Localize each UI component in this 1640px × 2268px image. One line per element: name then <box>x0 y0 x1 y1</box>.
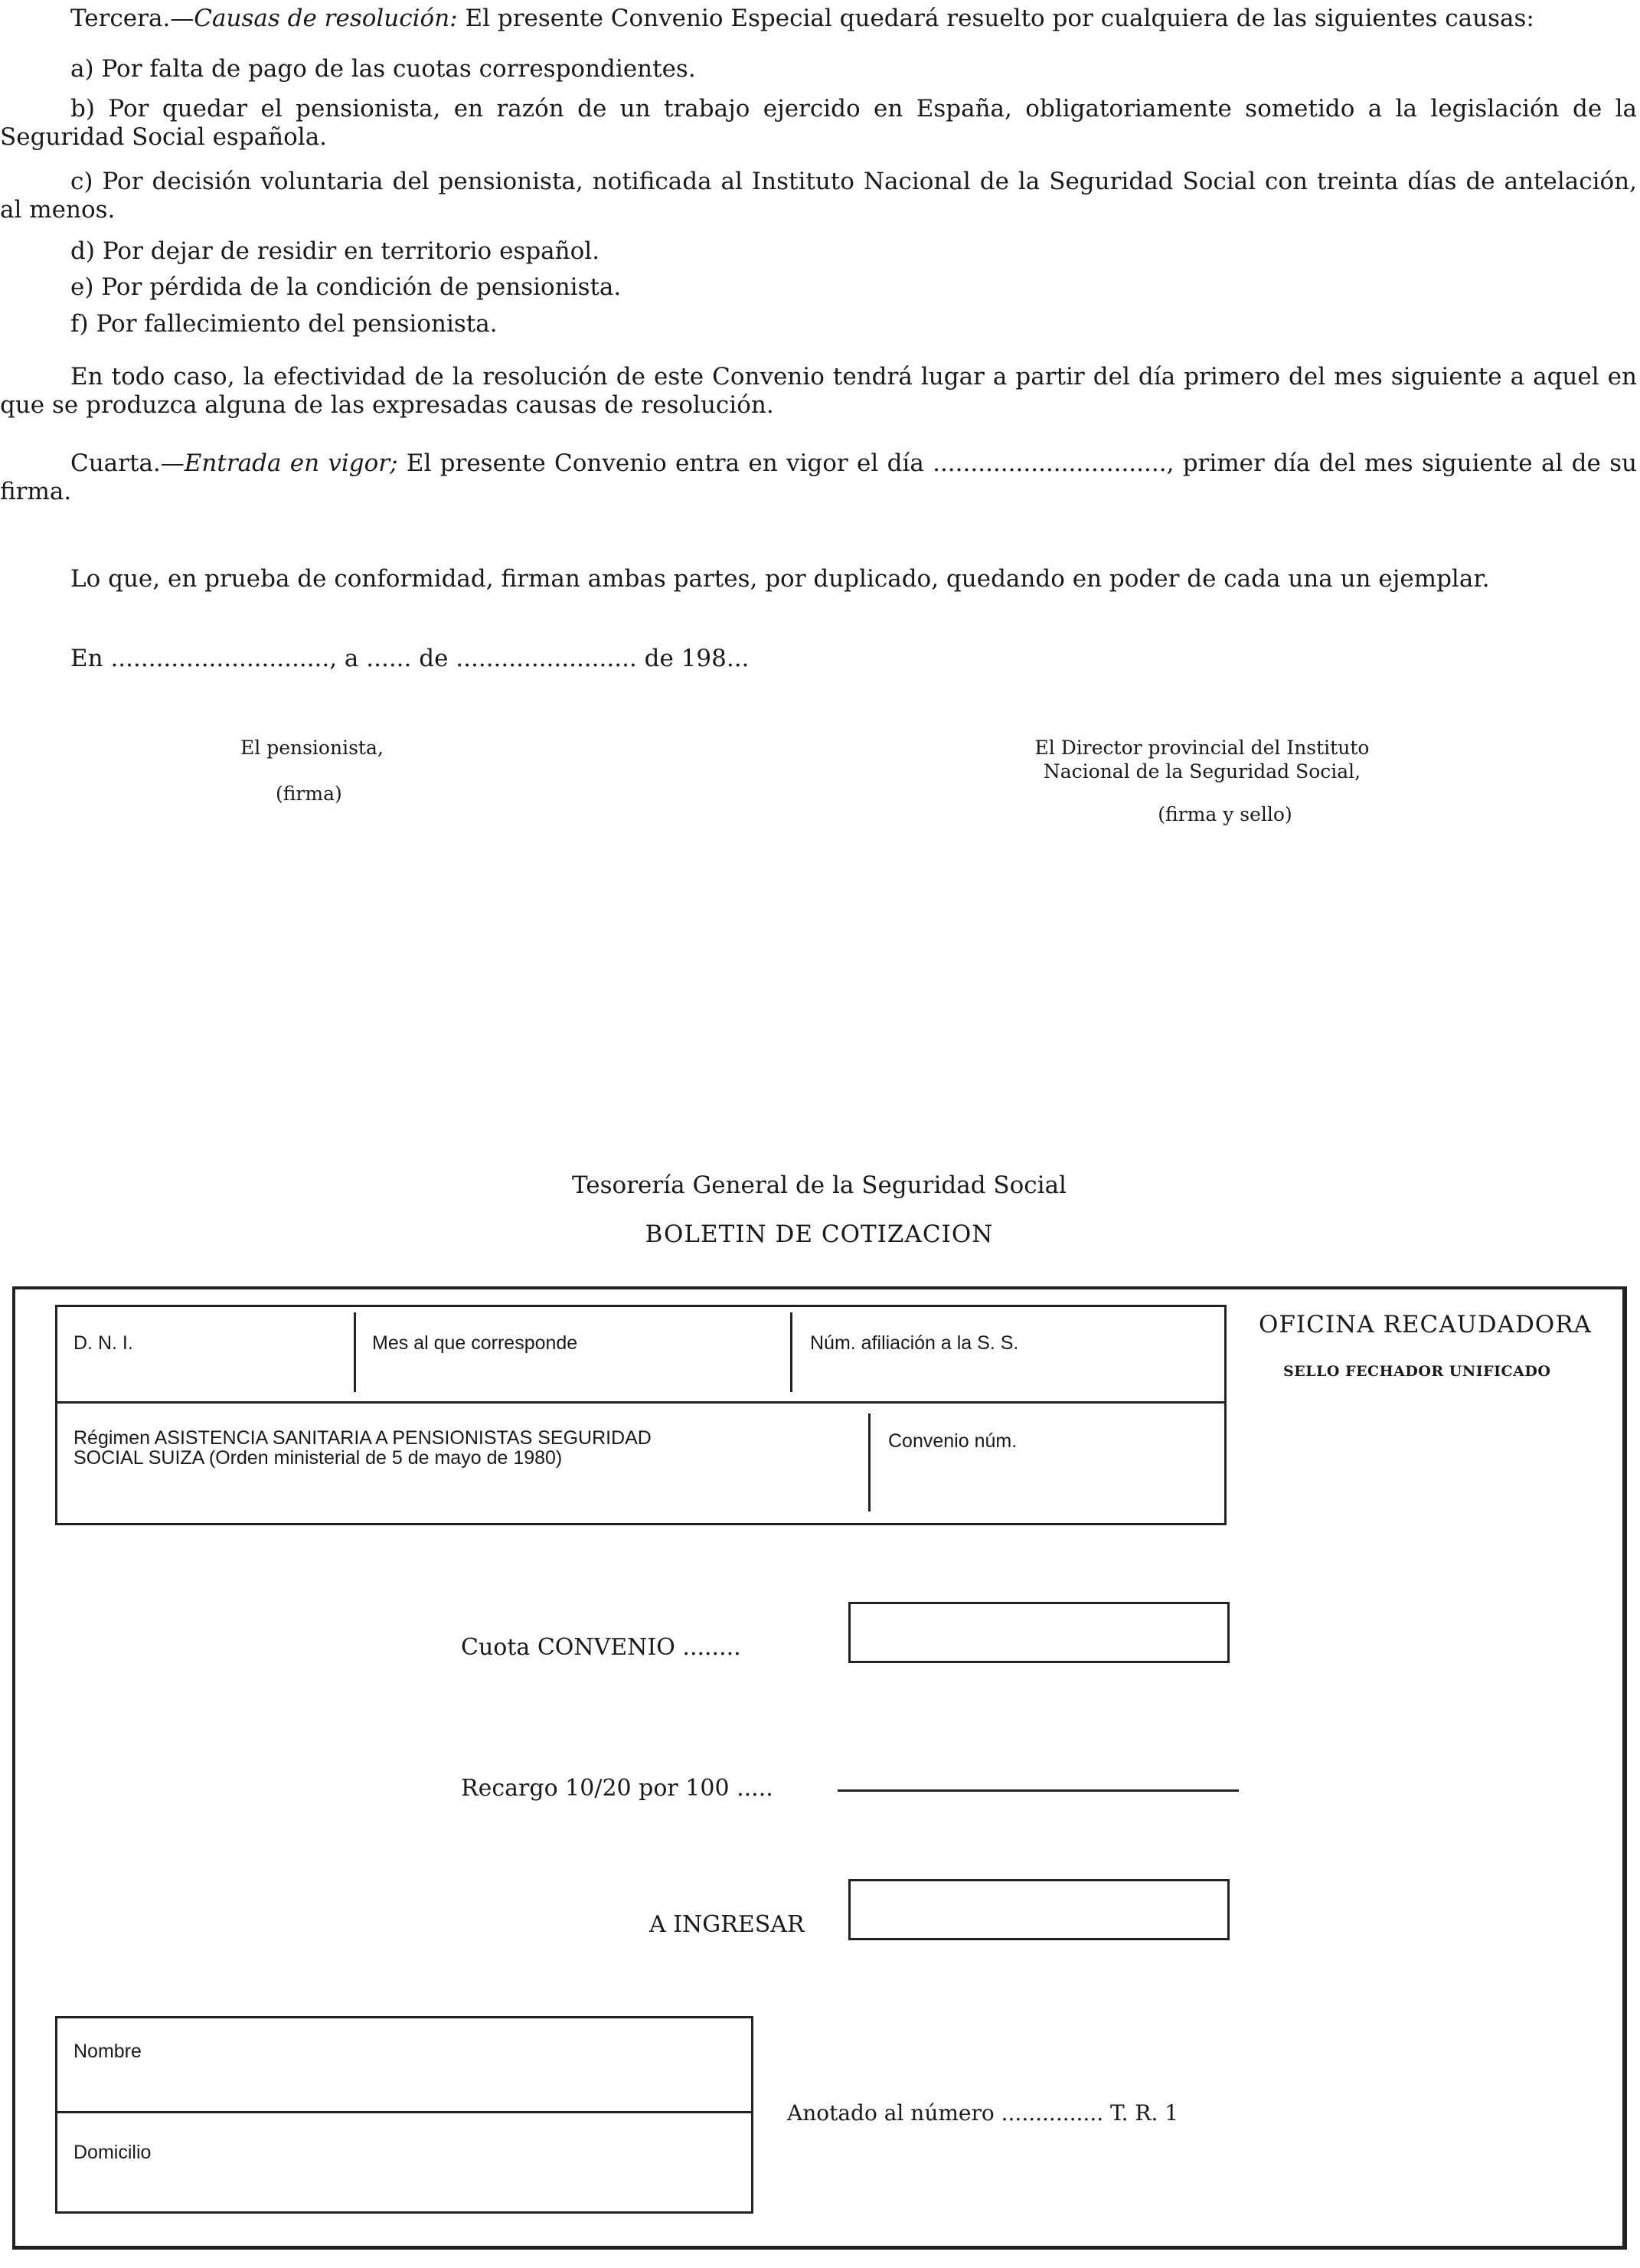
divider <box>790 1312 792 1392</box>
mes-field[interactable]: Mes al que corresponde <box>372 1332 578 1354</box>
divider <box>55 1401 1227 1404</box>
domicilio-field[interactable]: Domicilio <box>74 2142 152 2163</box>
conformidad-text: Lo que, en prueba de conformidad, firman ambas partes, por duplicado, quedando en poder de cada una un ejemplar. <box>70 565 1490 593</box>
signature-right-title-1: El Director provincial del Instituto <box>1034 737 1370 759</box>
clause-item-a: a) Por falta de pago de las cuotas correspondientes. <box>70 55 696 83</box>
signature-right-sub: (firma y sello) <box>1158 803 1292 825</box>
signature-right-title-2: Nacional de la Seguridad Social, <box>1043 760 1361 783</box>
tercera-lead: Tercera.— <box>70 5 194 32</box>
lugar-fecha: En ............................., a ...... de ........................ de 198... <box>70 645 750 672</box>
dni-field[interactable]: D. N. I. <box>74 1332 133 1354</box>
divider <box>354 1312 356 1392</box>
form-header: Tesorería General de la Seguridad Social <box>572 1172 1067 1199</box>
info-box <box>55 1305 1227 1525</box>
recargo-label: Recargo 10/20 por 100 ..... <box>461 1775 773 1802</box>
clause-cuarta <box>0 449 1637 506</box>
ingresar-input[interactable] <box>848 1879 1230 1940</box>
tercera-text: El presente Convenio Especial quedará resuelto por cualquiera de las siguientes causas: <box>457 5 1534 32</box>
ingresar-label: A INGRESAR <box>649 1911 805 1938</box>
recargo-line[interactable] <box>838 1789 1239 1792</box>
signature-left-title: El pensionista, <box>240 737 384 759</box>
clause-item-e: e) Por pérdida de la condición de pensionista. <box>70 273 622 301</box>
clause-tercera <box>0 5 1637 33</box>
cuarta-title: Entrada en vigor; <box>184 449 398 477</box>
divider <box>55 2111 752 2113</box>
anotado-label: Anotado al número ............... T. R. 1 <box>787 2100 1179 2126</box>
nombre-field[interactable]: Nombre <box>74 2041 142 2062</box>
cuota-label: Cuota CONVENIO ........ <box>461 1634 741 1661</box>
signature-left-sub: (firma) <box>276 783 342 805</box>
clause-item-f: f) Por fallecimiento del pensionista. <box>70 310 498 338</box>
oficina-recaudadora: OFICINA RECAUDADORA <box>1259 1311 1592 1338</box>
cuarta-text: El presente Convenio entra en vigor el día ..............................., primer día del mes siguiente al de su firma. <box>0 449 1637 505</box>
regimen-line-2: SOCIAL SUIZA (Orden ministerial de 5 de mayo de 1980) <box>74 1447 563 1469</box>
nombre-domicilio-box <box>55 2016 753 2214</box>
clause-item-d: d) Por dejar de residir en territorio español. <box>70 237 600 265</box>
cuarta-lead: Cuarta.— <box>70 449 185 477</box>
regimen-line-1: Régimen ASISTENCIA SANITARIA A PENSIONISTAS SEGURIDAD <box>74 1427 652 1449</box>
tercera-title: Causas de resolución: <box>194 5 458 32</box>
clause-todo-caso: En todo caso, la efectividad de la resolución de este Convenio tendrá lugar a partir del día primero del mes siguiente a aquel en que se produzca alguna de las expresadas causas de resolución. <box>0 363 1637 419</box>
afiliacion-field[interactable]: Núm. afiliación a la S. S. <box>810 1332 1019 1354</box>
form-title: BOLETIN DE COTIZACION <box>645 1221 994 1248</box>
cuota-input[interactable] <box>848 1602 1230 1663</box>
convenio-field[interactable]: Convenio núm. <box>888 1430 1018 1452</box>
clause-item-b: b) Por quedar el pensionista, en razón de un trabajo ejercido en España, obligatoriamente sometido a la legislación de la Seguridad Social española. <box>0 95 1637 151</box>
clause-item-c: c) Por decisión voluntaria del pensionista, notificada al Instituto Nacional de la Seguridad Social con treinta días de antelación, al menos. <box>0 168 1637 224</box>
sello-fechador: SELLO FECHADOR UNIFICADO <box>1283 1363 1551 1380</box>
divider <box>868 1413 871 1511</box>
